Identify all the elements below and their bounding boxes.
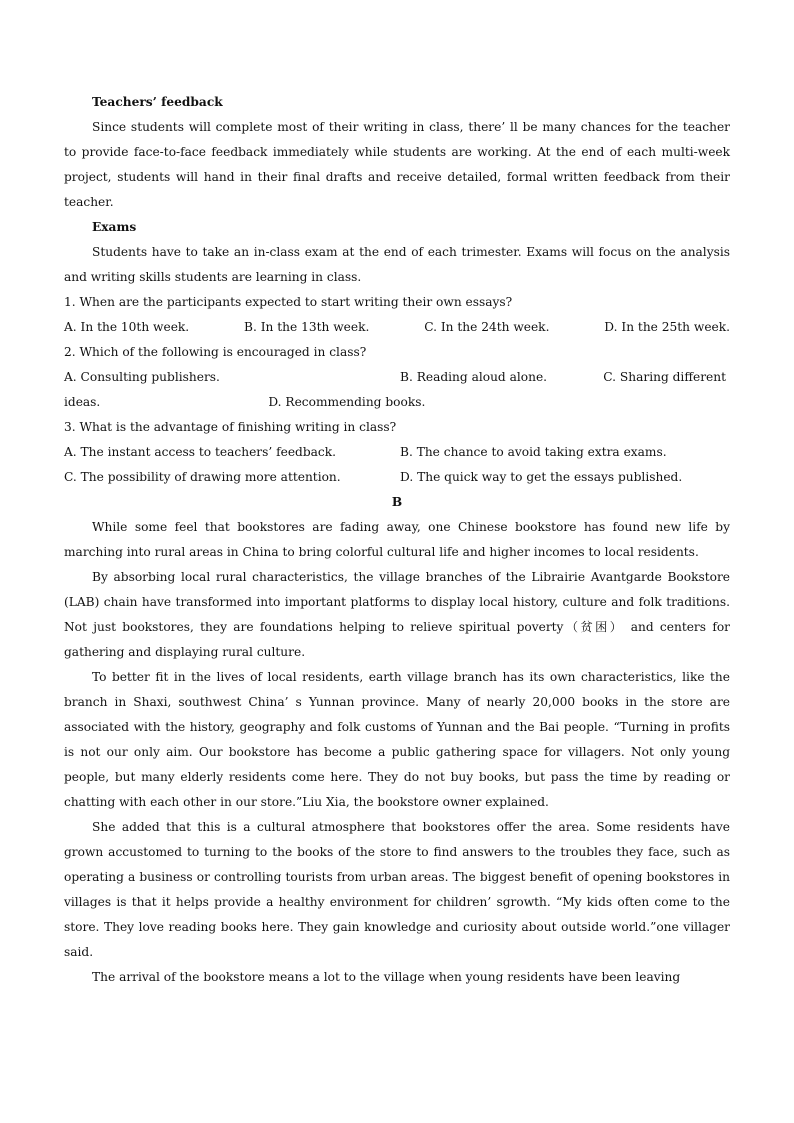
question-2-option-c-cont: ideas. [64,395,101,409]
question-2-option-d: D. Recommending books. [268,395,426,409]
section-b-paragraph-2: By absorbing local rural characteristics, the village branches of the Librairie Avantgarde Bookstore (LAB) chain have transformed into important platforms to display local history, culture and folk traditions. Not just bookstores, they are foundations helping to relieve spiritual poverty（贫困） and centers for gathering and displaying rural culture. [64,570,730,659]
section-b-paragraph-5: The arrival of the bookstore means a lot to the village when young residents have been leaving [92,970,681,984]
question-1-option-d: D. In the 25th week. [604,320,730,334]
question-3-options-row1 [64,440,730,465]
question-3-option-c: C. The possibility of drawing more attention. [64,470,341,484]
section-b-paragraph-1: While some feel that bookstores are fading away, one Chinese bookstore has found new life by marching into rural areas in China to bring colorful cultural life and higher incomes to local residents. [64,520,730,559]
section-b-paragraph-3: To better fit in the lives of local residents, earth village branch has its own characteristics, like the branch in Shaxi, southwest China’ s Yunnan province. Many of nearly 20,000 books in the store are associated with the history, geography and folk customs of Yunnan and the Bai people. “Turning in profits is not our only aim. Our bookstore has become a public gathering space for villagers. Not only young people, but many elderly residents come here. They do not buy books, but pass the time by reading or chatting with each other in our store.”Liu Xia, the bookstore owner explained. [64,670,730,809]
section-b-letter: B [391,495,403,509]
section-b-paragraph-4: She added that this is a cultural atmosphere that bookstores offer the area. Some residents have grown accustomed to turning to the books of the store to find answers to the troubles they face, such as operating a business or controlling tourists from urban areas. The biggest benefit of opening bookstores in villages is that it helps provide a healthy environment for children’ sgrowth. “My kids often come to the store. They love reading books here. They gain knowledge and curiosity about outside world.”one villager said. [64,820,730,959]
question-3-option-a: A. The instant access to teachers’ feedback. [64,445,337,459]
question-2-options [64,365,730,390]
feedback-paragraph: Since students will complete most of their writing in class, there’ ll be many chances for the teacher to provide face-to-face feedback immediately while students are working. At the end of each multi-week project, students will hand in their final drafts and receive detailed, formal written feedback from their teacher. [64,120,730,209]
question-1-options [64,315,730,340]
question-3-stem: 3. What is the advantage of finishing writing in class? [64,420,397,434]
feedback-heading: Teachers’ feedback [92,95,223,109]
question-3-option-b: B. The chance to avoid taking extra exams. [400,445,667,459]
exams-heading: Exams [92,220,137,234]
question-1-option-a: A. In the 10th week. [64,320,190,334]
question-2-option-b: B. Reading aloud alone. [400,370,548,384]
document-page [64,90,730,990]
question-3-options-row2 [64,465,730,490]
question-3-option-d: D. The quick way to get the essays published. [400,470,683,484]
question-1-stem: 1. When are the participants expected to start writing their own essays? [64,295,513,309]
question-2-stem: 2. Which of the following is encouraged in class? [64,345,367,359]
question-2-option-a: A. Consulting publishers. [64,370,220,384]
exams-paragraph: Students have to take an in-class exam at the end of each trimester. Exams will focus on the analysis and writing skills students are learning in class. [64,245,730,284]
question-2-options-line2 [64,390,730,415]
question-1-option-c: C. In the 24th week. [424,320,550,334]
question-1-option-b: B. In the 13th week. [244,320,370,334]
question-2-option-c: C. Sharing different [603,370,726,384]
